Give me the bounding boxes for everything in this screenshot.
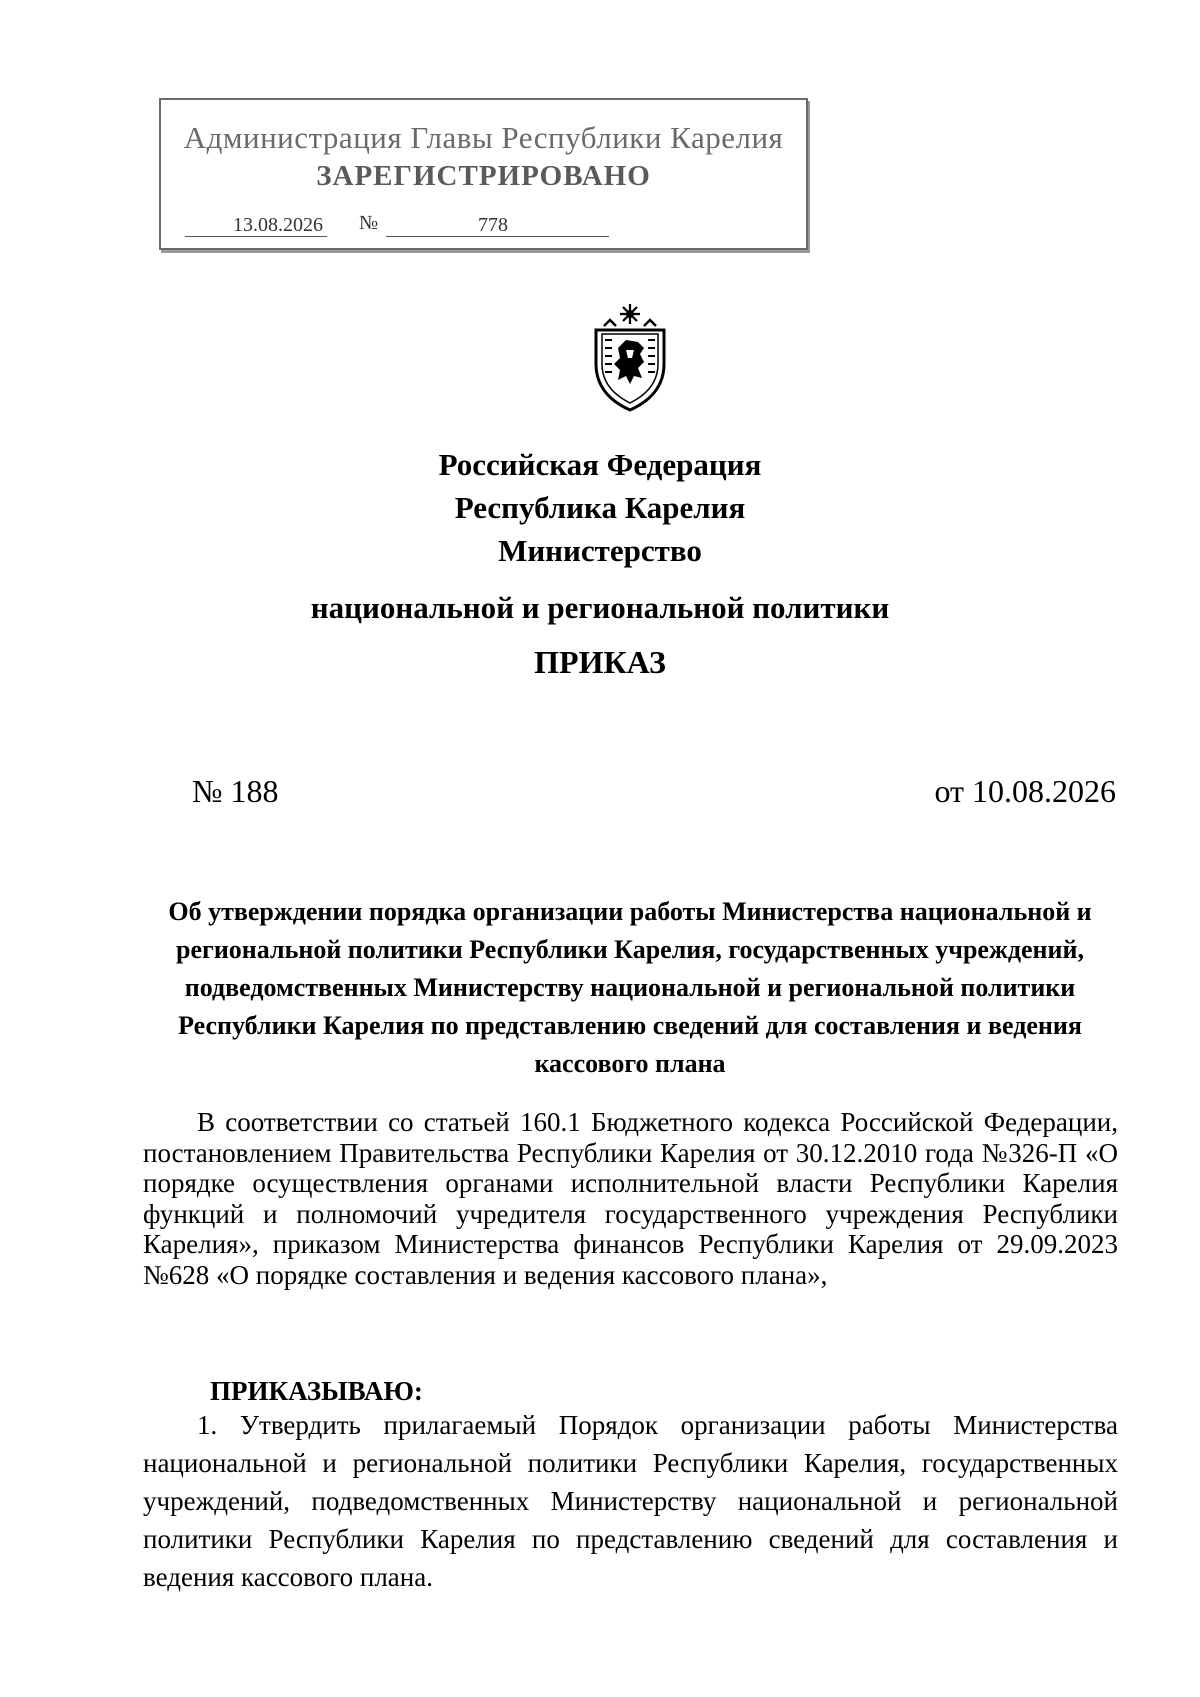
stamp-organization: Администрация Главы Республики Карелия [183, 120, 784, 155]
stamp-date: 13.08.2026 [185, 214, 327, 237]
order-number: № 188 [192, 773, 279, 809]
stamp-number: 778 [386, 214, 609, 237]
header-republic: Республика Карелия [454, 490, 746, 525]
header-ministry-name: национальной и региональной политики [310, 590, 890, 625]
order-item-1: 1. Утвердить прилагаемый Порядок организации работы Министерства национальной и региональной политики Республики Карелия, государственных учреждений, подведомственных Министерству национальной и региональной политики Республики Карелия по представлению сведений для составления и ведения кассового плана. [143, 1410, 1118, 1592]
preamble-paragraph: В соответствии со статьей 160.1 Бюджетного кодекса Российской Федерации, постановлением Правительства Республики Карелия от 30.12.2010 года №326-П «О порядке осуществления органами исполнительной власти Республики Карелия функций и полномочий учредителя государственного учреждения Республики Карелия», приказом Министерства финансов Республики Карелия от 29.09.2023 №628 «О порядке составления и ведения кассового плана», [143, 1107, 1118, 1290]
karelia-coat-of-arms-icon [588, 302, 672, 412]
order-date: от 10.08.2026 [934, 773, 1116, 809]
order-word: ПРИКАЗЫВАЮ: [210, 1376, 423, 1406]
header-country: Российская Федерация [438, 447, 762, 482]
document-type: ПРИКАЗ [534, 644, 666, 680]
registration-stamp [159, 98, 808, 250]
stamp-number-label: № [359, 212, 379, 234]
stamp-status: ЗАРЕГИСТРИРОВАНО [316, 160, 651, 192]
header-ministry: Министерство [498, 533, 702, 568]
document-title: Об утверждении порядка организации работы Министерства национальной и региональной политики Республики Карелия, государственных учреждений, подведомственных Министерству национальной и региональной политики Республики Карелия по представлению сведений для составления и ведения кассового плана [168, 897, 1092, 1078]
